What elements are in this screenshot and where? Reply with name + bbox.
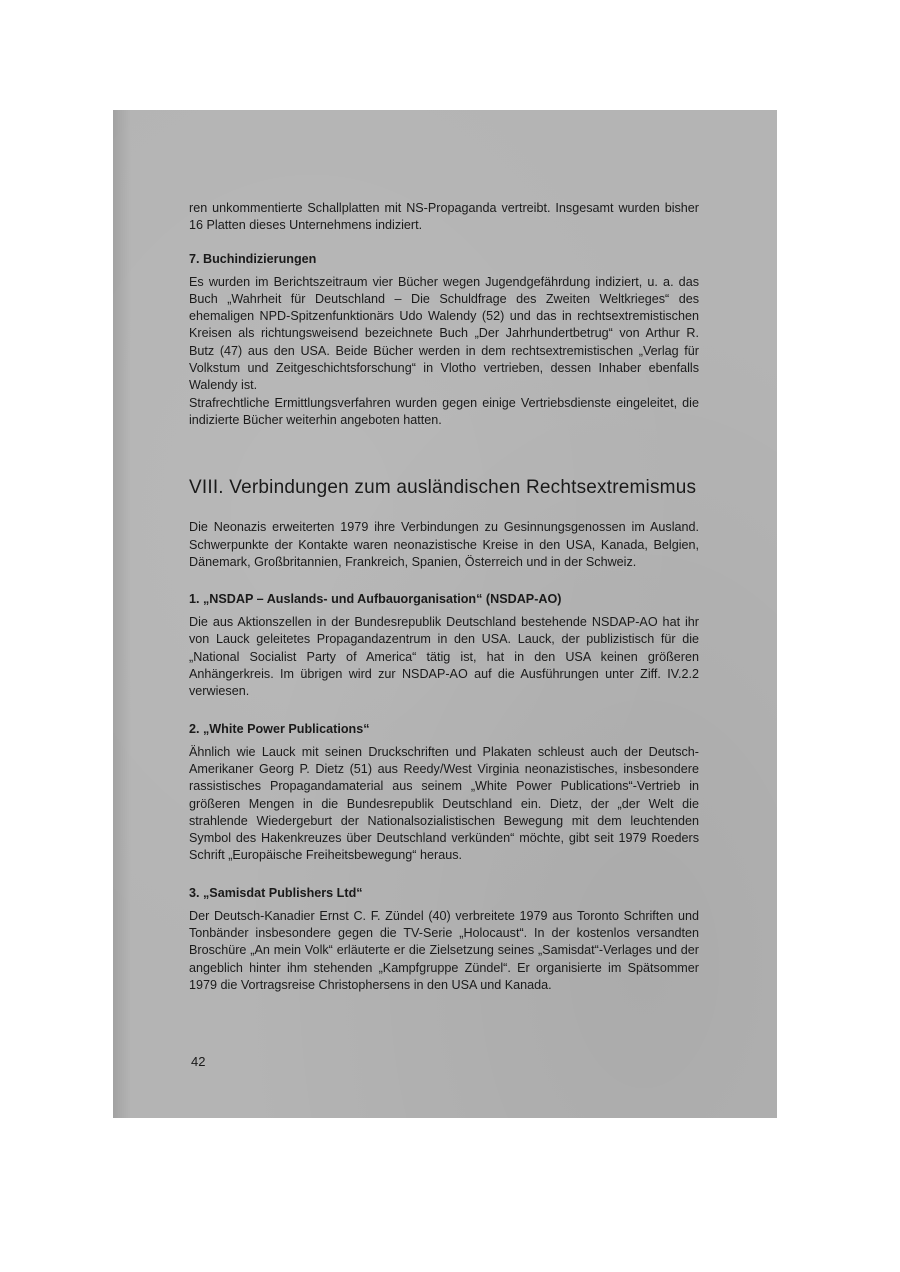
section-2-heading: 2. „White Power Publications“	[189, 721, 370, 736]
chapter-heading: VIII. Verbindungen zum ausländischen Rechtsextremismus	[189, 477, 697, 499]
scanned-page	[113, 110, 777, 1118]
section-3-paragraph: Der Deutsch-Kanadier Ernst C. F. Zündel (40) verbreitete 1979 aus Toronto Schriften und Tonbänder insbesondere gegen die TV-Serie „Holocaust“. In der kostenlos versandten Broschüre „An mein Volk“ erläuterte er die Zielsetzung seines „Samisdat“-Verlages und der angeblich hinter ihm stehenden „Kampfgruppe Zündel“. Er organisierte im Spätsommer 1979 die Vortragsreise Christophersens in den USA und Kanada.	[189, 908, 699, 992]
chapter-intro-paragraph: Die Neonazis erweiterten 1979 ihre Verbindungen zu Gesinnungsgenossen im Ausland. Schwerpunkte der Kontakte waren neonazistische Kreise in den USA, Kanada, Belgien, Dänemark, Großbritannien, Frankreich, Spanien, Österreich und in der Schweiz.	[189, 520, 699, 569]
intro-paragraph: ren unkommentierte Schallplatten mit NS-Propaganda vertreibt. Insgesamt wurden bisher 16 Platten dieses Unternehmens indiziert.	[189, 201, 699, 233]
section-7-heading: 7. Buchindizierungen	[189, 251, 317, 266]
section-1-paragraph: Die aus Aktionszellen in der Bundesrepublik Deutschland bestehende NSDAP-AO hat ihr von Lauck geleitetes Propagandazentrum in den USA. Lauck, der publizistisch für die „National Socialist Party of America“ tätig ist, hat in den USA keinen größeren Anhängerkreis. Im übrigen wird zur NSDAP-AO auf die Ausführungen unter Ziff. IV.2.2 verwiesen.	[189, 615, 699, 699]
page-body	[189, 200, 699, 994]
section-1-heading: 1. „NSDAP – Auslands- und Aufbauorganisation“ (NSDAP-AO)	[189, 592, 562, 607]
section-7-paragraph-1: Es wurden im Berichtszeitraum vier Bücher wegen Jugendgefährdung indiziert, u. a. das Buch „Wahrheit für Deutschland – Die Schuldfrage des Zweiten Weltkrieges“ des ehemaligen NPD-Spitzenfunktionärs Udo Walendy (52) und das in rechtsextremistischen Kreisen als richtungsweisend bezeichnete Buch „Der Jahrhundertbetrug“ von Arthur R. Butz (47) aus den USA. Beide Bücher werden in dem rechtsextremistischen „Verlag für Volkstum und Zeitgeschichtsforschung“ in Vlotho vertrieben, dessen Inhaber ebenfalls Walendy ist.	[189, 274, 699, 393]
section-7-paragraph-2: Strafrechtliche Ermittlungsverfahren wurden gegen einige Vertriebsdienste eingeleitet, die indizierte Bücher weiterhin angeboten hatten.	[189, 395, 699, 427]
section-3-heading: 3. „Samisdat Publishers Ltd“	[189, 885, 363, 900]
page-number: 42	[191, 1054, 206, 1069]
section-2-paragraph: Ähnlich wie Lauck mit seinen Druckschriften und Plakaten schleust auch der Deutsch-Amerikaner Georg P. Dietz (51) aus Reedy/West Virginia neonazistisches, insbesondere rassistisches Propagandamaterial aus seinem „White Power Publications“-Vertrieb in größeren Mengen in die Bundesrepublik Deutschland ein. Dietz, der „der Welt die strahlende Wiedergeburt der Nationalsozialistischen Bewegung mit dem leuchtenden Symbol des Hakenkreuzes über Deutschland verkünden“ möchte, gibt seit 1979 Roeders Schrift „Europäische Freiheitsbewegung“ heraus.	[189, 744, 699, 863]
